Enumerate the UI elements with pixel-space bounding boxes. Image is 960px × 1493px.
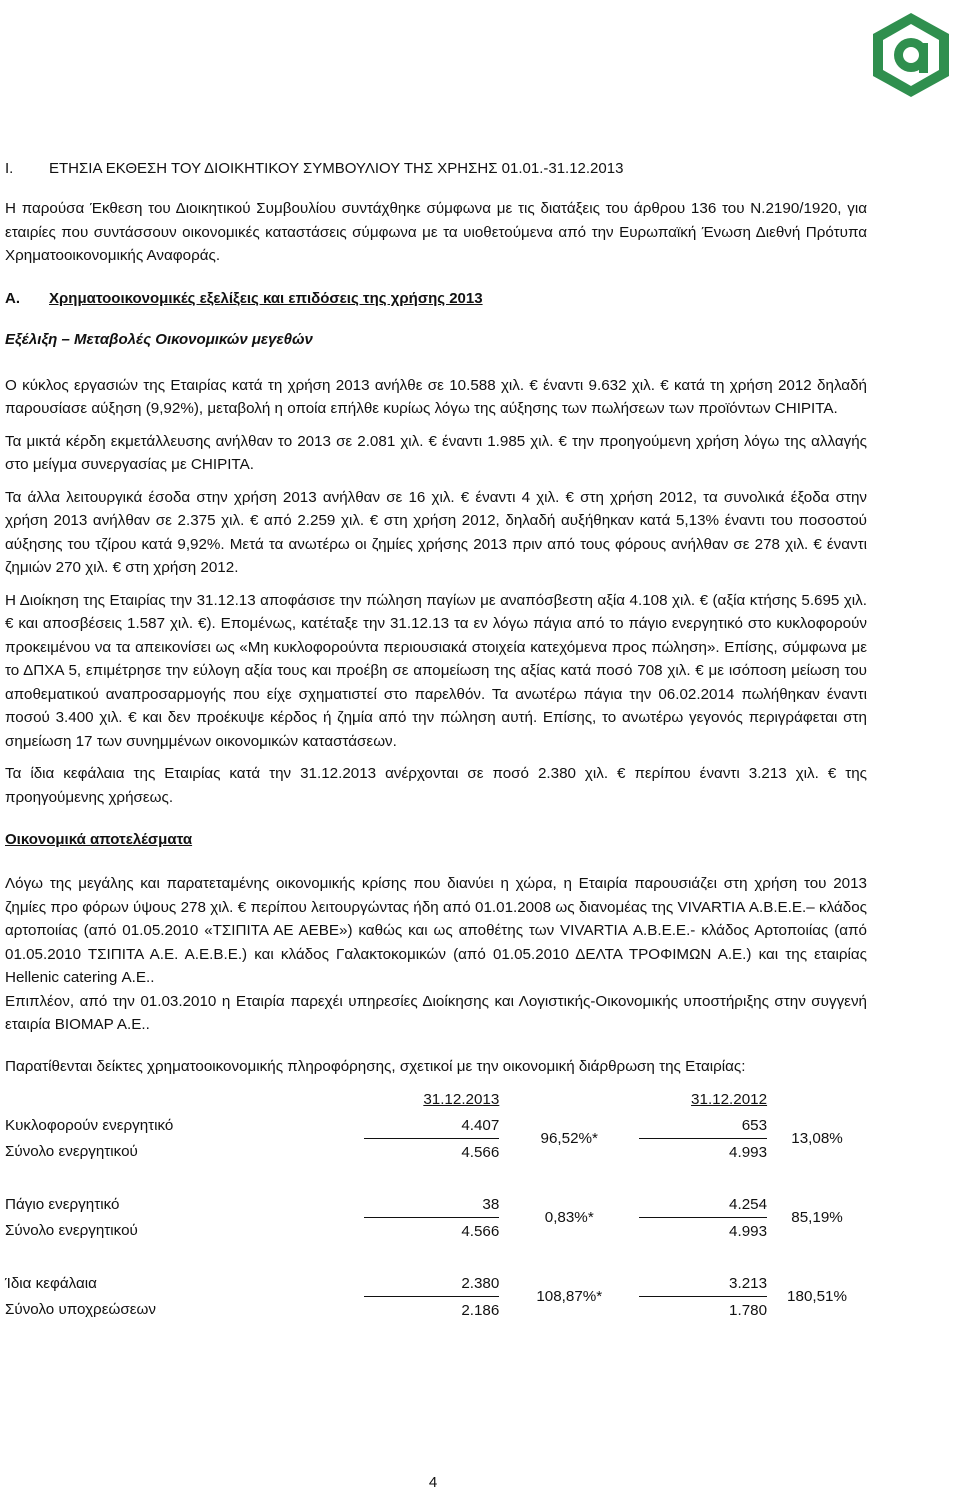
- document-title: [5, 160, 867, 177]
- table-row: [5, 1112, 867, 1139]
- ratio-2012: 85,19%: [791, 1209, 843, 1226]
- ratio-2013: 0,83%*: [544, 1209, 594, 1226]
- column-2012: 31.12.2012: [691, 1090, 768, 1108]
- title-text: ΕΤΗΣΙΑ ΕΚΘΕΣΗ ΤΟΥ ΔΙΟΙΚΗΤΙΚΟΥ ΣΥΜΒΟΥΛΙΟΥ ΤΗΣ ΧΡΗΣΗΣ 01.01.-31.12.2013: [49, 160, 624, 177]
- row-label: Πάγιο ενεργητικό: [5, 1195, 120, 1213]
- ratio-2013: 96,52%*: [540, 1130, 598, 1147]
- table-row: [5, 1297, 867, 1324]
- subheading-financial-results: Οικονομικά αποτελέσματα: [5, 831, 193, 848]
- value-2012: 1.780: [729, 1301, 768, 1319]
- page-number: 4: [428, 1474, 438, 1491]
- ratio-2012: 13,08%: [791, 1130, 843, 1147]
- paragraph-asset-sale: Η Διοίκηση της Εταιρίας την 31.12.13 αποφάσισε την πώληση παγίων με αναπόσβεστη αξία 4.108 χιλ. € (αξία κτήσης 5.695 χιλ. € και αποσβέσεις 1.587 χιλ. €). Επομένως, κατέταξε την 31.12.13 τα εν λόγω πάγια από το πάγιο ενεργητικό στο κυκλοφορούν προκειμένου να τα απεικονίσει ως «Μη κυκλοφορούντα περιουσιακά στοιχεία κατεχόμενα προς πώληση». Επίσης, σύμφωνα με το ΔΠΧΑ 5, επιμέτρησε την εύλογη αξία τους και προέβη σε απομείωση της αξίας κατά ποσό 708 χιλ. € με ισόποση μείωση του αποθεματικού αναπροσαρμογής που είχε σχηματιστεί στο παρελθόν. Τα ανωτέρω πάγια την 06.02.2014 πωλήθηκαν έναντι ποσού 3.400 χιλ. € και δεν προέκυψε κέρδος ή ζημία από την πώληση αυτή. Επίσης, το ανωτέρω γεγονός περιγράφεται στη σημείωση 17 των συνημμένων οικονομικών καταστάσεων.: [5, 591, 867, 750]
- column-2013: 31.12.2013: [423, 1090, 500, 1108]
- company-logo-icon: [866, 10, 956, 100]
- paragraph-equity: Τα ίδια κεφάλαια της Εταιρίας κατά την 31.12.2013 ανέρχονται σε ποσό 2.380 χιλ. € περίπου έναντι 3.213 χιλ. € της προηγούμενης χρήσεως.: [5, 765, 867, 806]
- value-2012: 4.993: [729, 1222, 768, 1240]
- row-label: Ίδια κεφάλαια: [5, 1274, 97, 1292]
- value-2013: 38: [364, 1191, 499, 1218]
- table-row: [5, 1270, 867, 1297]
- paragraph-operating-income: Τα άλλα λειτουργικά έσοδα στην χρήση 2013 ανήλθαν σε 16 χιλ. € έναντι 4 χιλ. € στη χρήση 2012, τα συνολικά έξοδα στην χρήση 2013 ανήλθαν σε 2.375 χιλ. € από 2.259 χιλ. € στη χρήση 2012, δηλαδή αυξήθηκαν κατά 5,13% έναντι του ποσοστού αύξησης του τζίρου κατά 9,92%. Μετά τα ανωτέρω οι ζημίες χρήσης 2013 πριν από τους φόρους ανήλθαν σε 278 χιλ. € έναντι ζημιών 270 χιλ. € στη χρήση 2012.: [5, 488, 867, 576]
- value-2013: 2.380: [364, 1270, 499, 1297]
- financial-indices-table: [5, 1086, 867, 1323]
- intro-paragraph: Η παρούσα Έκθεση του Διοικητικού Συμβουλίου συντάχθηκε σύμφωνα με τις διατάξεις του άρθρου 136 του Ν.2190/1920, για εταιρίες που συντάσσουν οικονομικές καταστάσεις σύμφωνα με τα υιοθετούμενα από την Ευρωπαϊκή Ένωση Διεθνή Πρότυπα Χρηματοοικονομικής Αναφοράς.: [5, 200, 867, 264]
- table-row: [5, 1218, 867, 1245]
- value-2012: 653: [639, 1112, 767, 1139]
- value-2013: 2.186: [461, 1301, 500, 1319]
- subheading-financial-changes: Εξέλιξη – Μεταβολές Οικονομικών μεγεθών: [5, 330, 313, 348]
- paragraph-results: Λόγω της μεγάλης και παρατεταμένης οικονομικής κρίσης που διανύει η χώρα, η Εταιρία παρουσιάζει στη χρήση του 2013 ζημίες προ φόρων ύψους 278 χιλ. € περίπου λειτουργώντας ήδη από 01.01.2008 ως διανομέας της VIVARTIA Α.Β.Ε.Ε.– κλάδος αρτοποιίας (από 01.05.2010 «ΤΣΙΠΙΤΑ ΑΕ ΑΕΒΕ») καθώς και ως αποθέτης των VIVARTIA Α.Β.Ε.Ε.- κλάδος Αρτοποιίας (από 01.05.2010 ΤΣΙΠΙΤΑ Α.Ε. Α.Ε.Β.Ε.) και κλάδος Γαλακτοκομικών (από 01.05.2010 ΔΕΛΤΑ ΤΡΟΦΙΜΩΝ Α.Ε.) και της εταιρίας Hellenic catering Α.Ε..: [5, 875, 867, 986]
- section-a-heading: [5, 290, 867, 307]
- ratio-2013: 108,87%*: [536, 1288, 603, 1305]
- row-label: Σύνολο υποχρεώσεων: [5, 1301, 156, 1319]
- value-2012: 4.254: [639, 1191, 767, 1218]
- title-number: I.: [5, 160, 14, 177]
- paragraph-support-services: Επιπλέον, από την 01.03.2010 η Εταιρία παρεχέι υπηρεσίες Διοίκησης και Λογιστικής-Οικονομικής υποστήριξης στην συγγενή εταιρία ΒΙΟΜΑΡ Α.Ε..: [5, 992, 867, 1033]
- table-header-row: [5, 1086, 867, 1112]
- document-body: [5, 160, 867, 1323]
- ratio-2012: 180,51%: [787, 1288, 848, 1305]
- section-a-letter: A.: [5, 289, 20, 307]
- row-label: Κυκλοφορούν ενεργητικό: [5, 1116, 174, 1134]
- paragraph-indices-intro: Παρατίθενται δείκτες χρηματοοικονομικής πληροφόρησης, σχετικοί με την οικονομική διάρθρωση της Εταιρίας:: [5, 1057, 746, 1075]
- paragraph-gross-profit: Τα μικτά κέρδη εκμετάλλευσης ανήλθαν το 2013 σε 2.081 χιλ. € έναντι 1.985 χιλ. € την προηγούμενη χρήση λόγω της αλλαγής στο μείγμα συνεργασίας με CHIPITA.: [5, 432, 867, 473]
- value-2012: 3.213: [639, 1270, 767, 1297]
- table-row: [5, 1139, 867, 1166]
- value-2013: 4.407: [364, 1112, 499, 1139]
- row-label: Σύνολο ενεργητικού: [5, 1222, 138, 1240]
- table-row: [5, 1191, 867, 1218]
- paragraph-turnover: Ο κύκλος εργασιών της Εταιρίας κατά τη χρήση 2013 ανήλθε σε 10.588 χιλ. € έναντι 9.632 χιλ. € κατά τη χρήση 2012 δηλαδή παρουσίασε αύξηση (9,92%), μεταβολή η οποία επήλθε κυρίως λόγω της αύξησης των πωλήσεων των προϊόντων CHIPITA.: [5, 376, 867, 417]
- value-2013: 4.566: [461, 1143, 500, 1161]
- section-a-title: Χρηματοοικονομικές εξελίξεις και επιδόσεις της χρήσης 2013: [49, 289, 483, 307]
- row-label: Σύνολο ενεργητικού: [5, 1143, 138, 1161]
- value-2013: 4.566: [461, 1222, 500, 1240]
- value-2012: 4.993: [729, 1143, 768, 1161]
